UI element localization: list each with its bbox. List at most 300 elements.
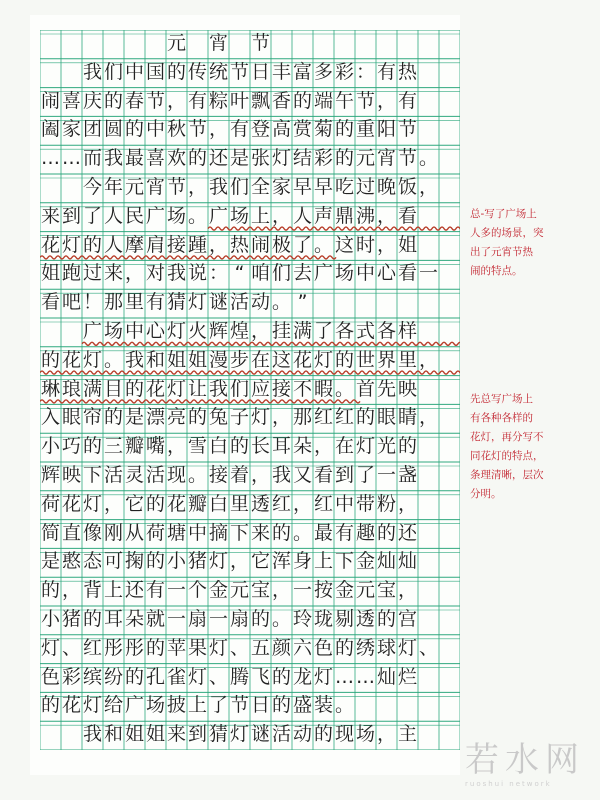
grid-cell: ，	[271, 204, 291, 227]
grid-cell: 的	[334, 147, 354, 170]
grid-cell: 它	[250, 550, 270, 573]
grid-cell: 的	[145, 550, 165, 573]
grid-cell: 多	[313, 60, 333, 83]
grid-cell: 披	[166, 694, 186, 717]
comment-line: 人多的场景，突	[470, 227, 544, 239]
grid-cell: 宵	[208, 32, 228, 54]
grid-cell: 元	[166, 32, 186, 54]
grid-cell: 。	[187, 464, 207, 486]
grid-cell: 到	[187, 723, 207, 746]
grid-cell: 、	[418, 636, 438, 659]
grid-cell: 灯	[397, 636, 417, 659]
grid-cell: 灯	[187, 291, 207, 314]
comment-line: 同花灯的特点，	[470, 450, 544, 462]
grid-cell: 阖	[40, 118, 60, 141]
grid-cell: 各	[334, 320, 354, 342]
grid-cell: 广	[82, 320, 102, 342]
grid-cell: 灯	[40, 636, 60, 659]
grid-cell	[439, 116, 460, 142]
grid-cell: 了	[292, 233, 312, 256]
watermark-text: 若水网	[465, 740, 585, 780]
grid-cell: 节	[397, 147, 417, 170]
grid-cell: 广	[313, 262, 333, 285]
grid-cell: 球	[376, 636, 396, 659]
margin-comment-1	[470, 205, 585, 281]
grid-cell: ，	[208, 118, 228, 141]
grid-cell: 到	[61, 204, 81, 227]
grid-cell: 谜	[250, 723, 270, 746]
grid-cell: 花	[61, 492, 81, 515]
grid-cell	[439, 548, 460, 574]
grid-cell: 飘	[250, 89, 270, 112]
grid-cell	[418, 318, 439, 344]
grid-cell: 色	[313, 636, 333, 659]
grid-cell	[334, 30, 355, 56]
grid-cell	[439, 433, 460, 459]
comment-line: 条理清晰，层次	[470, 469, 544, 481]
grid-cell: 了	[313, 320, 333, 342]
grid-cell: 张	[250, 147, 270, 170]
grid-cell: 映	[397, 377, 417, 400]
grid-row	[40, 606, 460, 632]
grid-cell: 过	[82, 262, 102, 285]
grid-cell: 灯	[82, 492, 102, 515]
grid-cell	[103, 30, 124, 56]
grid-cell: 的	[250, 608, 270, 630]
grid-cell: 嘴	[145, 435, 165, 458]
grid-cell: 盛	[292, 694, 312, 717]
grid-cell: ，	[166, 435, 186, 458]
grid-row	[40, 635, 460, 661]
grid-cell	[61, 721, 82, 747]
grid-cell: 小	[166, 550, 186, 573]
grid-cell: 金	[208, 579, 228, 602]
grid-cell: 来	[40, 204, 60, 227]
grid-cell: 圆	[103, 118, 123, 141]
grid-cell: 、	[208, 665, 228, 688]
grid-cell: 灯	[313, 348, 333, 371]
grid-cell: 朵	[124, 608, 144, 630]
grid-cell: 姐	[124, 723, 144, 746]
grid-row	[40, 462, 460, 488]
grid-cell: 缤	[82, 665, 102, 688]
grid-cell: 对	[145, 262, 165, 285]
grid-cell: 还	[208, 147, 228, 170]
grid-cell: 样	[397, 320, 417, 342]
grid-cell	[313, 289, 334, 315]
grid-cell: ：	[208, 262, 228, 285]
grid-cell	[397, 30, 418, 56]
grid-cell: 那	[292, 406, 312, 429]
grid-cell: 热	[397, 60, 417, 83]
grid-cell: 的	[103, 89, 123, 112]
grid-cell: 按	[313, 579, 333, 602]
grid-cell: 了	[355, 464, 375, 486]
grid-cell: 让	[187, 377, 207, 400]
grid-cell: 不	[292, 377, 312, 400]
grid-cell: ，	[208, 233, 228, 256]
grid-cell: 最	[313, 521, 333, 544]
grid-cell: 们	[103, 60, 123, 83]
grid-cell: 辉	[40, 464, 60, 486]
grid-cell: 一	[418, 262, 438, 285]
grid-cell: 有	[229, 118, 249, 141]
grid-cell: 猜	[208, 723, 228, 746]
grid-cell: 了	[82, 204, 102, 227]
grid-cell: 三	[103, 435, 123, 458]
grid-row	[40, 433, 460, 459]
grid-cell	[271, 30, 292, 56]
grid-cell: 的	[229, 435, 249, 458]
grid-cell: 接	[271, 377, 291, 400]
grid-row	[40, 318, 460, 344]
grid-cell: ，	[271, 406, 291, 429]
grid-cell: 现	[166, 464, 186, 486]
watermark	[465, 740, 595, 790]
grid-cell: 玲	[292, 608, 312, 630]
grid-cell: 场	[166, 204, 186, 227]
grid-cell	[418, 59, 439, 85]
grid-cell: 宵	[145, 176, 165, 198]
grid-cell: 宝	[250, 579, 270, 602]
grid-cell: 今	[82, 176, 102, 198]
grid-cell	[439, 174, 460, 200]
grid-cell	[418, 491, 439, 517]
grid-cell: 灿	[376, 550, 396, 573]
grid-cell: 喜	[145, 147, 165, 170]
grid-cell: 的	[334, 636, 354, 659]
grid-cell: ，	[271, 579, 291, 602]
grid-cell: 它	[124, 492, 144, 515]
grid-cell: 雪	[187, 435, 207, 458]
grid-cell: 统	[208, 60, 228, 83]
grid-cell: 喜	[61, 89, 81, 112]
grid-cell: 咱	[250, 262, 270, 285]
grid-cell: 元	[355, 147, 375, 170]
grid-cell: 早	[313, 176, 333, 198]
grid-cell: 耳	[271, 435, 291, 458]
grid-cell	[418, 289, 439, 315]
grid-cell: 闹	[250, 233, 270, 256]
grid-cell: ，	[187, 176, 207, 198]
grid-cell: 宵	[376, 147, 396, 170]
grid-cell: 身	[292, 550, 312, 573]
grid-cell: 吧	[61, 291, 81, 314]
comment-line: 出了元宵节热	[470, 246, 533, 258]
grid-cell: 的	[376, 608, 396, 630]
grid-cell: 饭	[397, 176, 417, 198]
grid-cell: 苹	[166, 636, 186, 659]
grid-cell: 的	[124, 665, 144, 688]
grid-cell: 节	[229, 694, 249, 717]
grid-cell: 节	[355, 89, 375, 112]
grid-cell: 姐	[187, 348, 207, 371]
grid-row	[40, 347, 460, 373]
grid-row	[40, 289, 460, 315]
comment-line: 先总写广场上	[470, 393, 533, 405]
grid-row	[40, 664, 460, 690]
grid-cell: 小	[40, 435, 60, 458]
grid-cell	[418, 520, 439, 546]
comment-line: 分明。	[470, 488, 502, 500]
grid-cell: 我	[208, 176, 228, 198]
grid-cell: 满	[82, 377, 102, 400]
grid-cell: 花	[61, 694, 81, 717]
grid-cell: 摩	[124, 233, 144, 256]
grid-cell: 重	[355, 118, 375, 141]
grid-cell: 肩	[145, 233, 165, 256]
grid-cell: 家	[61, 118, 81, 141]
grid-cell: 的	[397, 435, 417, 458]
grid-cell	[439, 577, 460, 603]
grid-cell	[439, 462, 460, 488]
grid-cell: 掬	[124, 550, 144, 573]
grid-cell: ，	[250, 320, 270, 342]
grid-cell: 的	[145, 636, 165, 659]
grid-cell: 塘	[166, 521, 186, 544]
grid-cell: 盏	[397, 464, 417, 486]
grid-cell: 人	[292, 204, 312, 227]
grid-cell: ，	[418, 176, 438, 198]
grid-cell: 的	[40, 348, 60, 371]
grid-cell: 全	[250, 176, 270, 198]
grid-cell: 透	[355, 608, 375, 630]
grid-cell: 节	[250, 32, 270, 54]
grid-cell	[439, 289, 460, 315]
grid-cell: 金	[334, 579, 354, 602]
grid-cell: 活	[145, 464, 165, 486]
grid-cell: 给	[103, 694, 123, 717]
grid-cell: 这	[271, 348, 291, 371]
grid-cell	[418, 462, 439, 488]
grid-cell: 就	[145, 608, 165, 630]
grid-cell: 憨	[61, 550, 81, 573]
grid-cell	[229, 30, 250, 56]
grid-cell: ，	[61, 579, 81, 602]
grid-cell: ，	[418, 406, 438, 429]
grid-cell: 的	[82, 435, 102, 458]
grid-cell: 扇	[229, 608, 249, 630]
grid-cell	[439, 318, 460, 344]
grid-cell: 灵	[124, 464, 144, 486]
grid-cell: 兔	[208, 406, 228, 429]
grid-cell: 一	[166, 608, 186, 630]
grid-cell	[418, 116, 439, 142]
grid-cell: 从	[124, 521, 144, 544]
grid-cell: 端	[313, 89, 333, 112]
grid-cell: 了	[208, 694, 228, 717]
grid-cell: 和	[103, 723, 123, 746]
grid-cell: ：	[355, 60, 375, 83]
grid-cell: 香	[271, 89, 291, 112]
grid-cell: 中	[145, 118, 165, 141]
grid-cell: 辉	[208, 320, 228, 342]
grid-cell: 看	[397, 204, 417, 227]
grid-cell	[187, 30, 208, 56]
grid-row	[40, 174, 460, 200]
grid-cell: 漫	[208, 348, 228, 371]
grid-cell: 暇	[313, 377, 333, 400]
grid-cell	[355, 30, 376, 56]
grid-cell: 我	[82, 60, 102, 83]
grid-cell: 上	[103, 579, 123, 602]
grid-cell: 五	[250, 636, 270, 659]
grid-cell: 猪	[61, 608, 81, 630]
grid-cell: 朵	[292, 435, 312, 458]
grid-cell: 各	[376, 320, 396, 342]
grid-cell: 灯	[208, 550, 228, 573]
grid-cell: ，	[124, 262, 144, 285]
grid-cell: 的	[271, 521, 291, 544]
grid-cell: 帘	[82, 406, 102, 429]
grid-cell: 花	[40, 233, 60, 256]
grid-cell: 我	[103, 147, 123, 170]
grid-cell: 红	[334, 406, 354, 429]
grid-cell: 家	[271, 176, 291, 198]
grid-cell	[418, 692, 439, 718]
grid-row	[40, 721, 460, 747]
grid-cell: 直	[61, 521, 81, 544]
grid-cell: 广	[124, 694, 144, 717]
grid-cell: 的	[124, 377, 144, 400]
grid-cell: 灯	[166, 377, 186, 400]
comment-line: 有各种各样的	[470, 412, 533, 424]
grid-cell	[439, 664, 460, 690]
grid-cell: 接	[208, 464, 228, 486]
grid-cell: 声	[313, 204, 333, 227]
grid-cell: 彤	[124, 636, 144, 659]
grid-cell: 去	[292, 262, 312, 285]
grid-cell: 映	[61, 464, 81, 486]
grid-cell	[439, 145, 460, 171]
grid-cell	[61, 174, 82, 200]
grid-cell: 姐	[40, 262, 60, 285]
grid-cell: 节	[229, 60, 249, 83]
grid-cell: 灯	[208, 636, 228, 659]
grid-cell: 趣	[355, 521, 375, 544]
grid-cell: 瓣	[187, 492, 207, 515]
grid-cell: 场	[145, 694, 165, 717]
grid-cell: 的	[334, 348, 354, 371]
grid-cell: 上	[250, 204, 270, 227]
grid-cell: 场	[103, 320, 123, 342]
grid-cell: 早	[292, 176, 312, 198]
grid-cell: …	[335, 665, 354, 688]
grid-cell: 春	[124, 89, 144, 112]
grid-cell: 午	[334, 89, 354, 112]
grid-cell: 菊	[313, 118, 333, 141]
grid-cell	[418, 232, 439, 258]
grid-cell: 色	[40, 665, 60, 688]
grid-cell: 里	[229, 492, 249, 515]
grid-cell: …	[356, 665, 375, 688]
grid-cell: 姐	[145, 723, 165, 746]
grid-cell	[292, 30, 313, 56]
comment-line: 总-写了广场上	[470, 208, 537, 220]
grid-cell: 、	[229, 636, 249, 659]
grid-cell: 世	[355, 348, 375, 371]
grid-cell: 。	[271, 291, 291, 314]
grid-cell: 中	[124, 60, 144, 83]
grid-cell: 灯	[61, 233, 81, 256]
grid-cell	[439, 404, 460, 430]
grid-cell: 姐	[397, 233, 417, 256]
grid-cell: 上	[313, 550, 333, 573]
grid-cell: 彩	[334, 60, 354, 83]
grid-cell: 的	[271, 665, 291, 688]
grid-cell	[376, 692, 397, 718]
grid-cell: 红	[313, 492, 333, 515]
grid-row	[40, 260, 460, 286]
grid-cell: ，	[103, 492, 123, 515]
grid-cell: 最	[124, 147, 144, 170]
grid-cell: 丰	[271, 60, 291, 83]
grid-cell: 宝	[376, 579, 396, 602]
grid-cell: ，	[376, 723, 396, 746]
grid-cell	[82, 30, 103, 56]
grid-cell: 中	[355, 262, 375, 285]
grid-cell: 扇	[187, 608, 207, 630]
grid-cell	[40, 721, 61, 747]
grid-cell: 灿	[397, 550, 417, 573]
grid-cell: ，	[397, 492, 417, 515]
grid-cell: 们	[229, 176, 249, 198]
grid-cell: 的	[376, 521, 396, 544]
grid-cell	[418, 30, 439, 56]
grid-cell	[439, 491, 460, 517]
grid-cell: ！	[82, 291, 102, 314]
grid-cell	[439, 635, 460, 661]
grid-cell: 灯	[250, 406, 270, 429]
grid-cell: 可	[103, 550, 123, 573]
grid-cell	[439, 88, 460, 114]
grid-cell: 有	[397, 89, 417, 112]
grid-row	[40, 232, 460, 258]
grid-cell: 透	[250, 492, 270, 515]
grid-cell: 。	[271, 608, 291, 630]
grid-cell: 应	[250, 377, 270, 400]
grid-cell: ，	[376, 89, 396, 112]
grid-row	[40, 30, 460, 56]
grid-cell: 花	[61, 348, 81, 371]
grid-cell: 摘	[208, 521, 228, 544]
grid-cell: 睛	[397, 406, 417, 429]
grid-cell: 一	[292, 579, 312, 602]
grid-cell	[61, 318, 82, 344]
grid-cell: 灯	[271, 147, 291, 170]
grid-cell: 场	[229, 204, 249, 227]
grid-cell: 灿	[376, 665, 396, 688]
grid-cell: 先	[376, 377, 396, 400]
grid-cell: 的	[355, 406, 375, 429]
grid-cell: 说	[187, 262, 207, 285]
grid-cell: 年	[103, 176, 123, 198]
grid-cell: 一	[376, 464, 396, 486]
grid-cell: 粉	[376, 492, 396, 515]
grid-cell: 中	[187, 521, 207, 544]
grid-cell	[334, 289, 355, 315]
grid-cell: 刚	[103, 521, 123, 544]
grid-cell: 踵	[187, 233, 207, 256]
grid-cell: ，	[376, 233, 396, 256]
margin-comment-2	[470, 390, 585, 504]
grid-cell	[418, 433, 439, 459]
grid-cell: 彩	[61, 665, 81, 688]
grid-cell	[376, 30, 397, 56]
grid-cell: 心	[376, 262, 396, 285]
grid-cell: ，	[229, 550, 249, 573]
grid-cell: 彩	[313, 147, 333, 170]
